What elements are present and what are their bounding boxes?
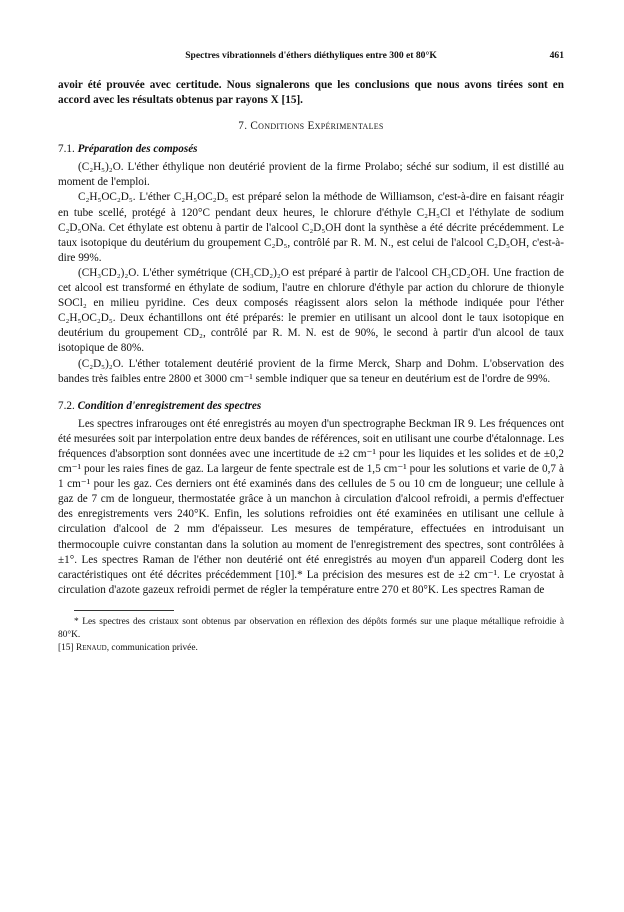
subsection-heading-7-2 — [58, 399, 564, 414]
paragraph-text: L'éther totalement deutérié provient de la firme Merck, Sharp and Dohm. L'observation des bandes très faibles entre 2800 et 3000 cm⁻¹ semble indiquer que sa teneur en deutérium est de l'ordre de 99%. — [58, 357, 564, 385]
page-number: 461 — [549, 50, 564, 61]
page — [58, 50, 564, 655]
paragraph-c2d5-ether — [58, 357, 564, 387]
reference-author: Renaud — [75, 642, 107, 653]
paragraph-text: L'éther C₂H₅OC₂D₅ est préparé selon la méthode de Williamson, c'est-à-dire en faisant réagir en tube scellé, protégé à 120°C pendant deux heures, le chlorure d'éthyle C₂H₅Cl et l'éthylate de sodium C₂D₅ONa. Cet éthylate est obtenu à partir de l'alcool C₂D₅OH dont la synthèse a été décrite précédemment. Le taux isotopique du deutérium du groupement C₂D₅, contrôlé par R. M. N., est celui de l'alcool C₂D₅OH, c'est-à-dire 99%. — [58, 191, 564, 264]
running-head — [58, 50, 564, 66]
paragraph-c2h5oc2d5 — [58, 190, 564, 265]
paragraph-text: L'éther symétrique (CH₃CD₂)₂O est préparé à partir de l'alcool CH₃CD₂OH. Une fraction de cet alcool est transformé en éthylate de sodium, l'autre en chlorure d'éthyle par action du chlorure de thionyle SOCl₂ en milieu pyridine. Ces deux composés réagissent alors selon la méthode indiquée pour l'éther C₂H₅OC₂D₅. Deux échantillons ont été préparés: le premier en utilisant un alcool dont le taux isotopique en deutérium du groupement CD₂, contrôlé par R. M. N. est de 90%, le second à partir d'un alcool de taux isotopique de 80%. — [58, 266, 564, 355]
footnote-reference-15 — [58, 642, 564, 655]
running-head-title: Spectres vibrationnels d'éthers diéthyliques entre 300 et 80°K — [185, 50, 437, 61]
subsection-number: 7.2. — [58, 399, 75, 412]
footnote-star: * Les spectres des cristaux sont obtenus par observation en réflexion des dépôts formés sur une plaque métallique refroidie à 80°K. — [58, 616, 564, 640]
section-heading — [58, 120, 564, 132]
compound-formula: (C₂H₅)₂O. — [78, 161, 124, 174]
footnote-divider — [74, 610, 174, 611]
paragraph-text: L'éther éthylique non deutérié provient de la firme Prolabo; séché sur sodium, il est distillé au moment de l'emploi. — [58, 161, 564, 189]
intro-paragraph: avoir été prouvée avec certitude. Nous signalerons que les conclusions que nous avons tirées sont en accord avec les résultats obtenus par rayons X [15]. — [58, 79, 564, 107]
section-number: 7. — [238, 120, 248, 133]
compound-formula: C₂H₅OC₂D₅. — [78, 191, 136, 204]
section-title: Conditions Expérimentales — [250, 120, 384, 133]
compound-formula: (CH₃CD₂)₂O. — [78, 266, 140, 279]
paragraph-diethyl-ether — [58, 160, 564, 190]
reference-label: [15] — [58, 642, 74, 653]
subsection-title: Condition d'enregistrement des spectres — [77, 399, 262, 412]
subsection-title: Préparation des composés — [77, 143, 198, 156]
subsection-heading-7-1 — [58, 142, 564, 157]
subsection-number: 7.1. — [58, 143, 75, 156]
reference-text: , communication privée. — [106, 642, 198, 653]
paragraph-ch3cd2-ether — [58, 266, 564, 357]
paragraph-recording-conditions: Les spectres infrarouges ont été enregistrés au moyen d'un spectrographe Beckman IR 9. Les fréquences ont été mesurées soit par interpolation entre deux bandes de références, soit en utilisant une courbe d'étalonnage. Les fréquences d'absorption sont données avec une incertitude de ±2 cm⁻¹ pour les liquides et les solides et de ±0,2 cm⁻¹ pour les raies fines de gaz. La largeur de fente spectrale est de 1,5 cm⁻¹ pour les solutions et varie de 0,7 à 1 cm⁻¹ pour les gaz. Ces derniers ont été examinés dans des cellules de 5 ou 10 cm de longueur; une cellule à gaz de 7 cm de longueur, thermostatée grâce à un manchon à circulation d'alcool refroidi, a permis d'effectuer des enregistrements vers 240°K. Enfin, les solutions refroidies ont été examinées en utilisant une cellule à circulation d'alcool de 2 mm d'épaisseur. Les mesures de température, effectuées en introduisant un thermocouple cuivre constantan dans la solution au moment de l'enregistrement des spectres, sont contrôlées à ±1°. Les spectres Raman de l'éther non deutérié ont été enregistrés au moyen d'un appareil Coderg dont les caractéristiques ont été décrites précédemment [10].* La précision des mesures est de ±2 cm⁻¹. Le cryostat à circulation d'azote gazeux refroidi permet de régler la température entre 270 et 80°K. Les spectres Raman de — [58, 417, 564, 596]
compound-formula: (C₂D₅)₂O. — [78, 357, 124, 370]
